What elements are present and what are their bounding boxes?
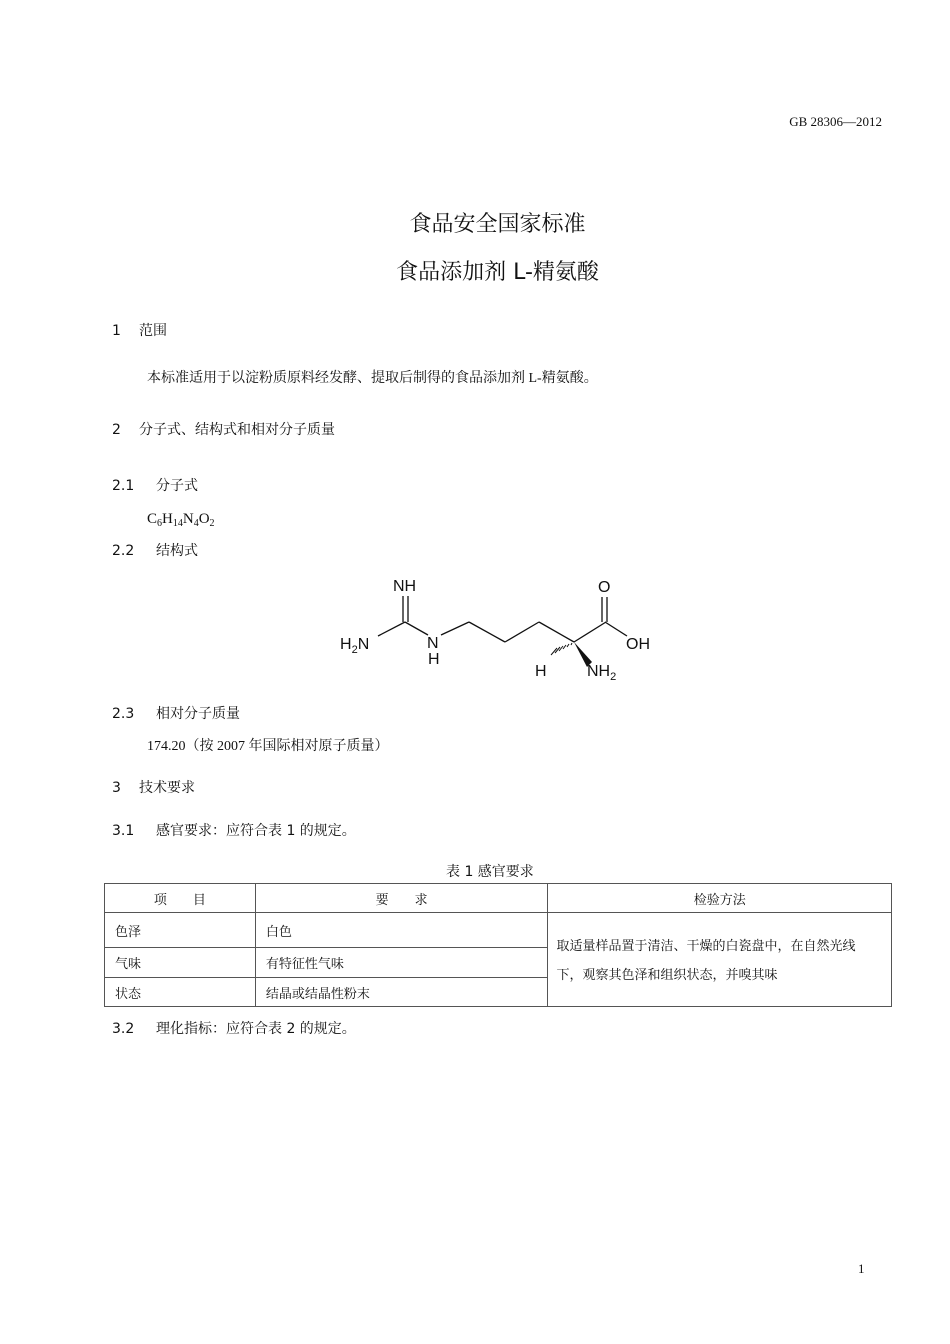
section-title: 分子式 bbox=[156, 478, 198, 494]
item-cell: 色泽 bbox=[105, 913, 256, 948]
section-number: 2 bbox=[112, 422, 121, 438]
table-row bbox=[105, 913, 892, 948]
section-number: 2.1 bbox=[112, 478, 135, 494]
hydroxyl-label: OH bbox=[626, 636, 650, 653]
secondary-amine-n-label: N bbox=[427, 635, 439, 652]
section-number: 3 bbox=[112, 780, 121, 796]
alpha-hydrogen-label: H bbox=[535, 663, 547, 680]
requirement-cell: 有特征性气味 bbox=[255, 948, 548, 978]
section-title: 感官要求：应符合表 1 的规定。 bbox=[156, 823, 356, 839]
section-number: 1 bbox=[112, 323, 121, 339]
section-title: 技术要求 bbox=[139, 780, 195, 796]
header-requirement: 要 求 bbox=[255, 884, 548, 913]
section-number: 3.2 bbox=[112, 1021, 135, 1037]
carbonyl-oxygen-label: O bbox=[598, 579, 611, 596]
section-title: 结构式 bbox=[156, 543, 198, 559]
sensory-requirements-table bbox=[104, 883, 892, 1007]
section-1-heading bbox=[112, 320, 167, 340]
section-2-2-heading bbox=[112, 540, 198, 560]
test-method-line-2: 下，观察其色泽和组织状态，并嗅其味 bbox=[556, 966, 778, 982]
item-cell: 气味 bbox=[105, 948, 256, 978]
section-2-heading bbox=[112, 419, 335, 439]
item-cell: 状态 bbox=[105, 978, 256, 1007]
header-item: 项 目 bbox=[105, 884, 256, 913]
structural-formula-diagram bbox=[335, 570, 675, 685]
standard-code: GB 28306—2012 bbox=[789, 114, 882, 129]
section-3-2-heading bbox=[112, 1018, 356, 1038]
page-number: 1 bbox=[858, 1261, 865, 1276]
section-title: 范围 bbox=[139, 323, 167, 339]
requirement-cell: 白色 bbox=[255, 913, 548, 948]
section-number: 2.2 bbox=[112, 543, 135, 559]
alpha-amine-label: $NH_2$ bbox=[587, 663, 617, 683]
section-title: 理化指标：应符合表 2 的规定。 bbox=[156, 1021, 356, 1037]
section-title: 分子式、结构式和相对分子质量 bbox=[139, 422, 335, 438]
section-number: 3.1 bbox=[112, 823, 135, 839]
relative-molecular-mass: 174.20（按 2007 年国际相对原子质量） bbox=[147, 739, 389, 754]
requirement-cell: 结晶或结晶性粉末 bbox=[255, 978, 548, 1007]
section-3-1-heading bbox=[112, 820, 356, 840]
section-3-heading bbox=[112, 777, 195, 797]
document-subtitle: 食品添加剂 L-精氨酸 bbox=[396, 260, 599, 285]
secondary-amine-h-label: H bbox=[428, 651, 440, 668]
test-method-cell bbox=[548, 913, 892, 1007]
section-2-1-heading bbox=[112, 475, 198, 495]
section-number: 2.3 bbox=[112, 706, 135, 722]
test-method-line-1: 取适量样品置于清洁、干燥的白瓷盘中，在自然光线 bbox=[556, 937, 856, 953]
table-header-row bbox=[105, 884, 892, 913]
section-2-3-heading bbox=[112, 703, 240, 723]
table-1-caption: 表 1 感官要求 bbox=[446, 864, 534, 880]
section-title: 相对分子质量 bbox=[156, 706, 240, 722]
amine-left-label: $H_2N$ bbox=[340, 636, 370, 656]
scope-text: 本标准适用于以淀粉质原料经发酵、提取后制得的食品添加剂 L-精氨酸。 bbox=[147, 371, 598, 386]
imine-nh-label: NH bbox=[393, 578, 417, 595]
header-test-method: 检验方法 bbox=[548, 884, 892, 913]
molecular-formula: $C_6H_{14}N_4O_2$ bbox=[147, 511, 215, 529]
document-title: 食品安全国家标准 bbox=[409, 212, 586, 237]
